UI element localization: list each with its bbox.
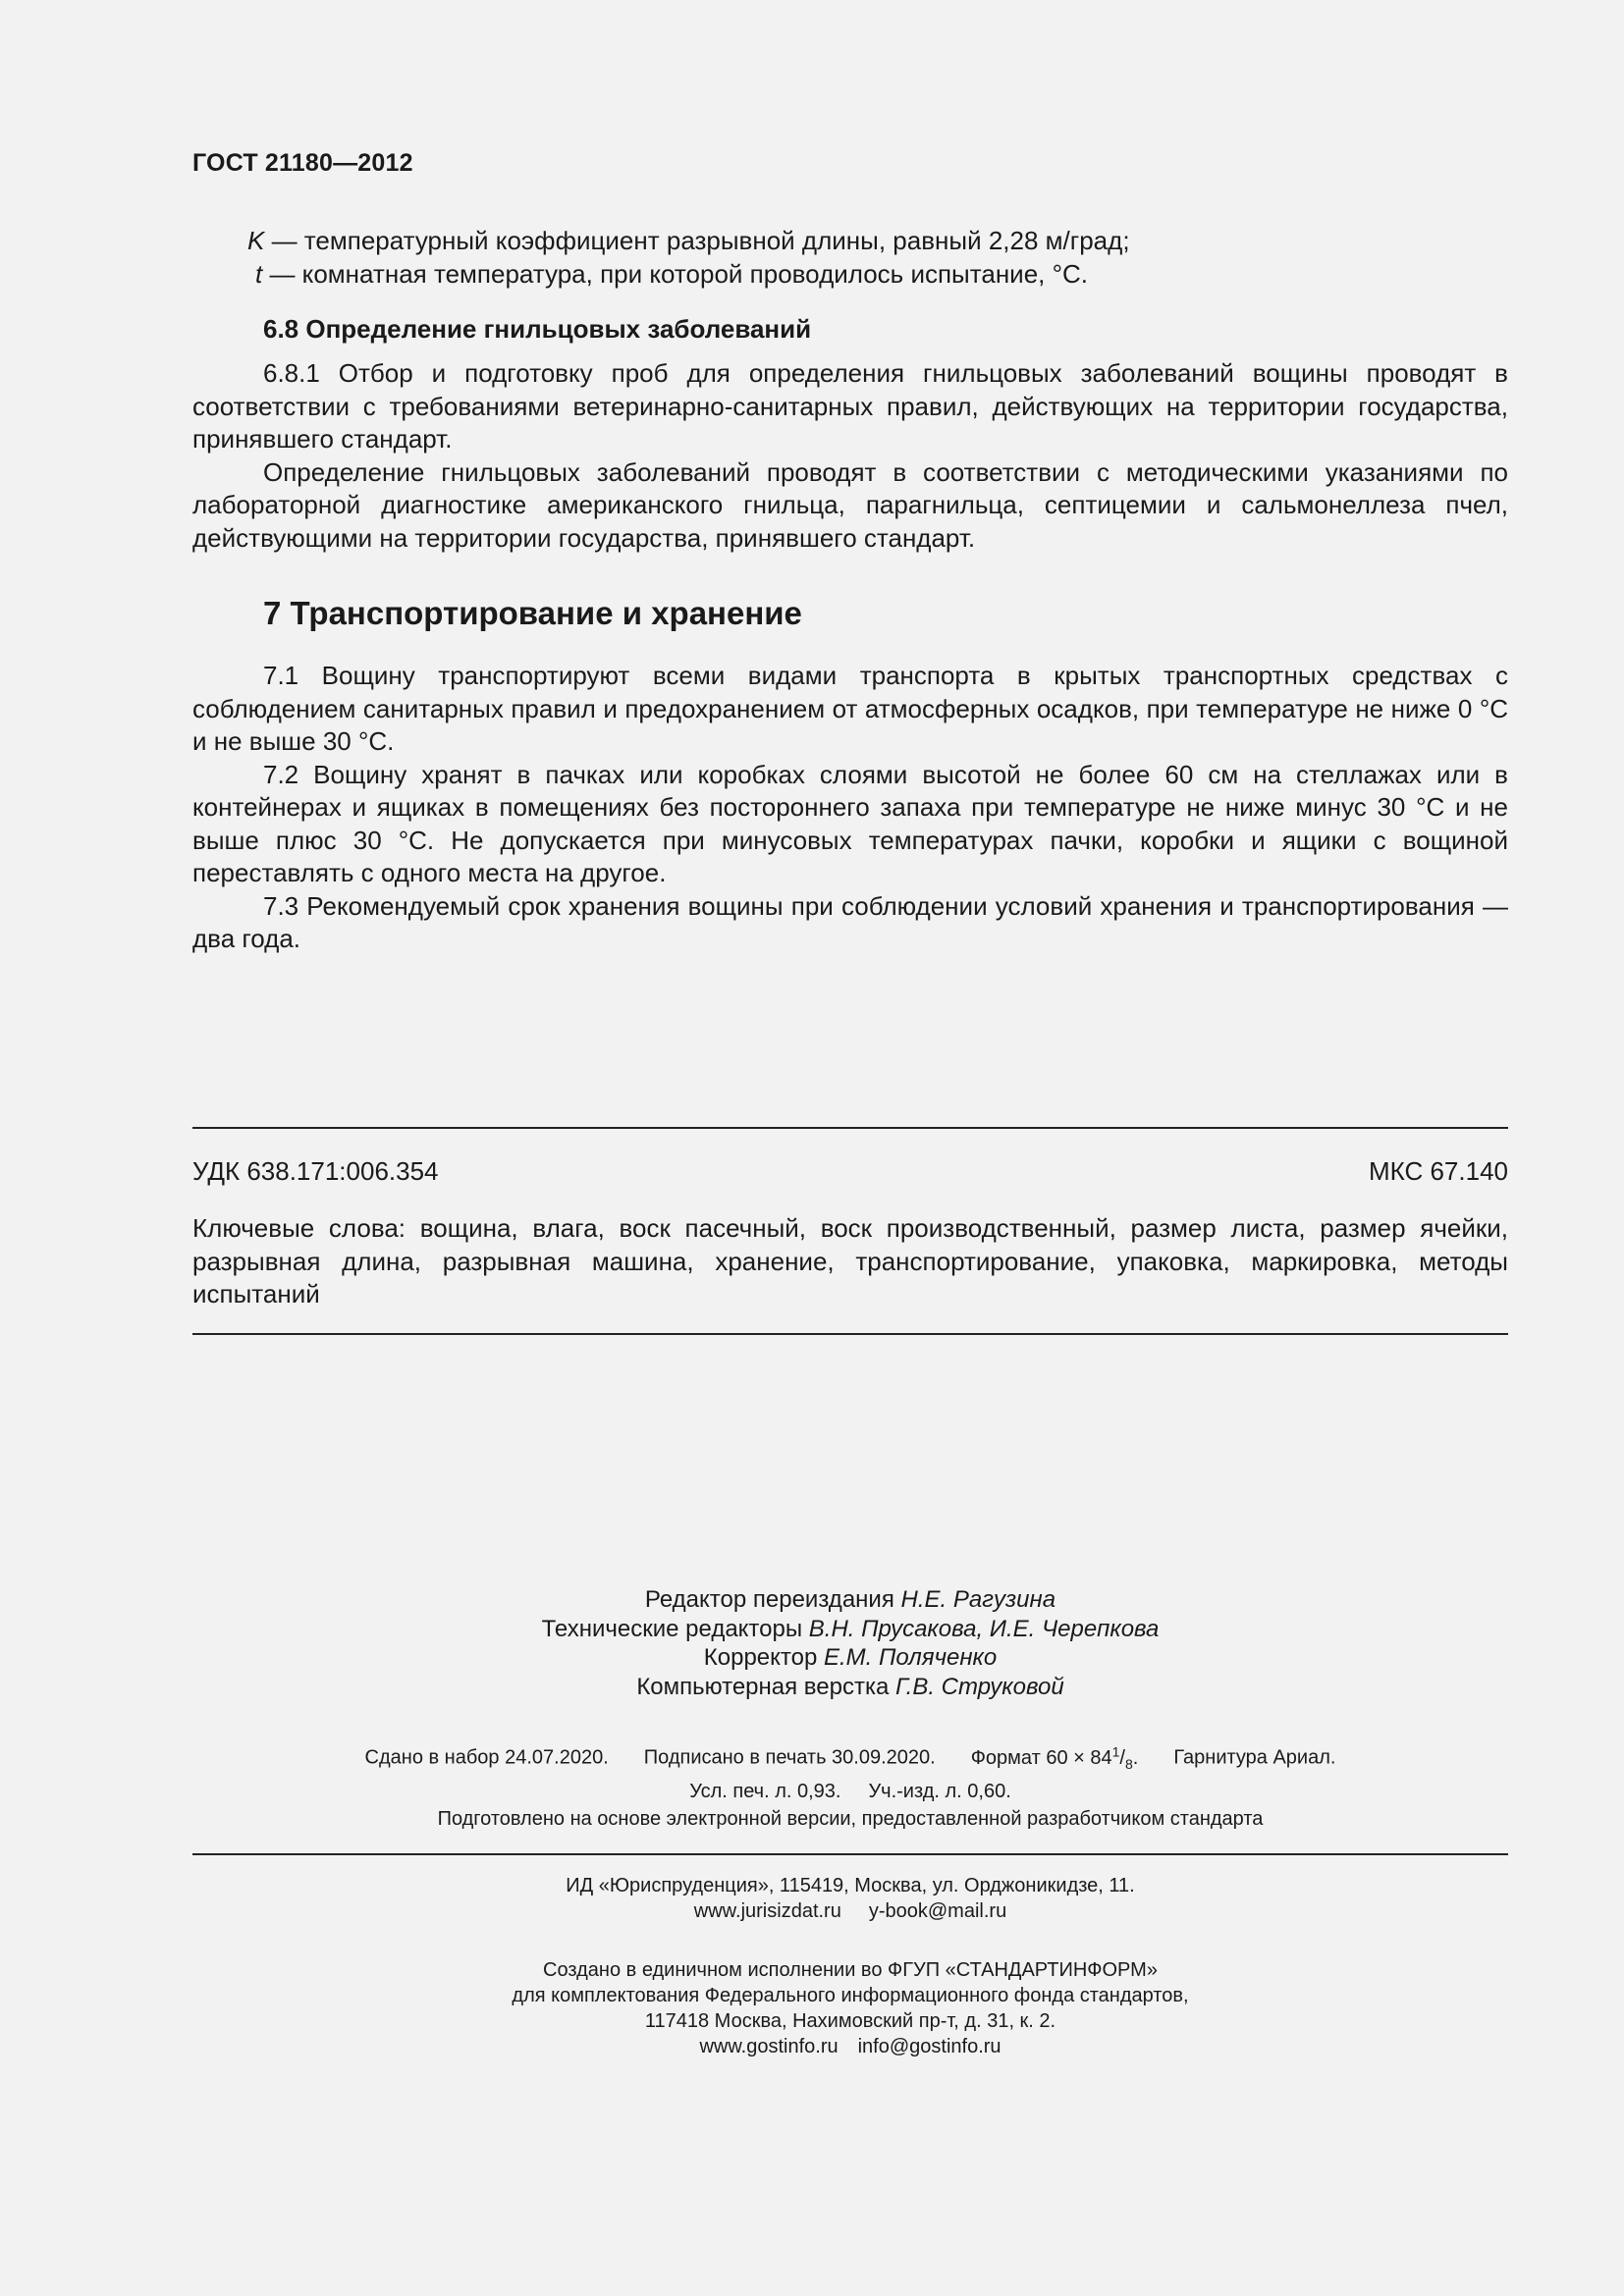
credit-name: В.Н. Прусакова, И.Е. Черепкова <box>808 1615 1160 1642</box>
usl-sheets: Усл. печ. л. 0,93. <box>689 1780 841 1802</box>
credit-line <box>192 1673 1508 1702</box>
subsection-title-6-8: 6.8 Определение гнильцовых заболеваний <box>263 314 812 344</box>
section-title-7: 7 Транспортирование и хранение <box>263 595 802 631</box>
paragraph: 6.8.1 Отбор и подготовку проб для определения гнильцовых заболеваний вощины проводят в соответствии с требованиями ветеринарно-санитарных правил, действующих на территории государства, принявшего стандарт. <box>192 358 1508 454</box>
gostinfo-email-link[interactable]: info@gostinfo.ru <box>857 2036 1001 2057</box>
credit-role: Технические редакторы <box>541 1615 809 1642</box>
legend-text: — температурный коэффициент разрывной длины, равный 2,28 м/град; <box>264 226 1130 255</box>
signed-date: Подписано в печать 30.09.2020. <box>643 1746 936 1769</box>
credit-line <box>192 1615 1508 1644</box>
document-id-header: ГОСТ 21180—2012 <box>192 149 413 177</box>
uch-sheets: Уч.-изд. л. 0,60. <box>868 1780 1011 1802</box>
publisher-block <box>192 1873 1508 1924</box>
created-line: Создано в единичном исполнении во ФГУП «СТАНДАРТИНФОРМ» <box>543 1959 1158 1981</box>
credit-line <box>192 1585 1508 1615</box>
legend-text: — комнатная температура, при которой проводилось испытание, °С. <box>262 259 1089 289</box>
credit-name: Е.М. Поляченко <box>824 1644 998 1671</box>
created-block <box>192 1957 1508 2059</box>
paragraph: 7.2 Вощину хранят в пачках или коробках слоями высотой не более 60 см на стеллажах или в контейнерах и ящиках в помещениях без постороннего запаха при температуре не ниже минус 30 °С и не выше плюс 30 °С. Не допускается при минусовых температурах пачки, коробки и ящики с вощиной переставлять с одного места на другое. <box>192 759 1508 887</box>
divider-publisher <box>192 1853 1508 1855</box>
divider-top <box>192 1127 1508 1129</box>
credits-block <box>192 1585 1508 1701</box>
print-info-line-2 <box>192 1778 1508 1805</box>
legend-symbol: K <box>247 226 265 255</box>
publisher-address: ИД «Юриспруденция», 115419, Москва, ул. Орджоникидзе, 11. <box>566 1875 1135 1896</box>
credit-role: Редактор переиздания <box>644 1586 901 1613</box>
classification-row <box>192 1156 1508 1187</box>
legend-symbol: t <box>255 259 263 289</box>
publisher-site-link[interactable]: www.jurisizdat.ru <box>693 1900 841 1922</box>
section-7-body <box>192 660 1508 956</box>
publisher-contacts <box>192 1898 1508 1924</box>
gostinfo-site-link[interactable]: www.gostinfo.ru <box>699 2036 839 2057</box>
print-format: Формат $60 \times 84^1/_8$. <box>970 1743 1139 1772</box>
mks-code: МКС 67.140 <box>1368 1156 1508 1186</box>
legend-row-k <box>247 224 1130 257</box>
submitted-date: Сдано в набор 24.07.2020. <box>364 1746 609 1769</box>
credit-role: Компьютерная верстка <box>636 1673 896 1700</box>
created-contacts <box>192 2034 1508 2059</box>
keywords: Ключевые слова: вощина, влага, воск пасечный, воск производственный, размер листа, размер ячейки, разрывная длина, разрывная машина, хранение, транспортирование, упаковка, маркировка, методы испытаний <box>192 1213 1508 1308</box>
paragraph: Определение гнильцовых заболеваний проводят в соответствии с методическими указаниями по лабораторной диагностике американского гнильца, парагнильца, септицемии и сальмонеллеза пчел, действующими на территории государства, принявшего стандарт. <box>192 456 1508 553</box>
created-line: 117418 Москва, Нахимовский пр-т, д. 31, к. 2. <box>644 2010 1056 2032</box>
formula-legend <box>247 224 1130 291</box>
credit-role: Корректор <box>703 1644 824 1671</box>
paragraph: 7.3 Рекомендуемый срок хранения вощины при соблюдении условий хранения и транспортирования — два года. <box>192 890 1508 953</box>
section-6-8-body <box>192 357 1508 555</box>
udk-code: УДК 638.171:006.354 <box>192 1156 439 1186</box>
created-line: для комплектования Федерального информационного фонда стандартов, <box>512 1985 1189 2006</box>
divider-keywords <box>192 1333 1508 1335</box>
legend-row-t <box>247 257 1130 291</box>
credit-name: Н.Е. Рагузина <box>900 1586 1056 1613</box>
prepared-note: Подготовлено на основе электронной версии, предоставленной разработчиком стандарта <box>437 1808 1264 1830</box>
paragraph: 7.1 Вощину транспортируют всеми видами транспорта в крытых транспортных средствах с соблюдением санитарных правил и предохранением от атмосферных осадков, при температуре не ниже 0 °С и не выше 30 °С. <box>192 661 1508 756</box>
publisher-email-link[interactable]: y-book@mail.ru <box>868 1900 1007 1922</box>
print-info-line-1 <box>192 1737 1508 1778</box>
typeface: Гарнитура Ариал. <box>1173 1746 1336 1769</box>
credit-line <box>192 1643 1508 1673</box>
print-info <box>192 1737 1508 1805</box>
credit-name: Г.В. Струковой <box>895 1673 1064 1700</box>
